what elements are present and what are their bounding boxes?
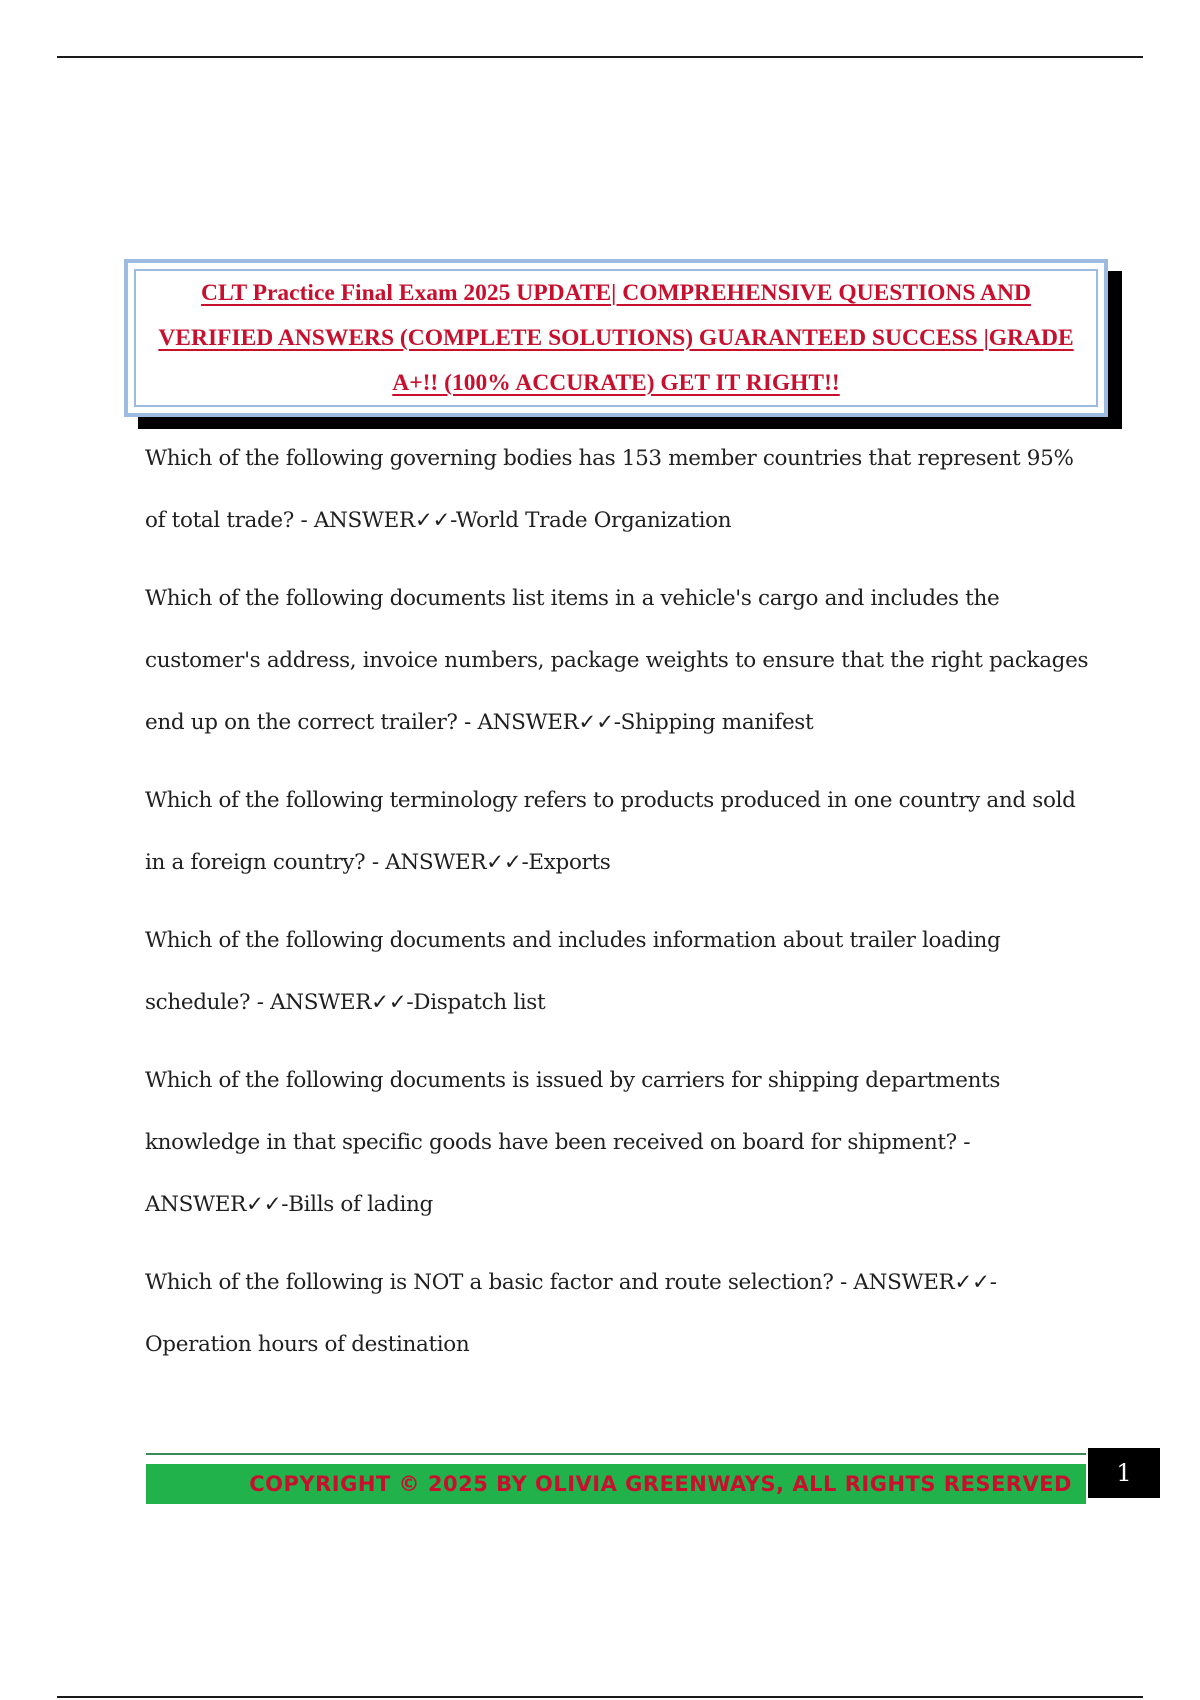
document-title: CLT Practice Final Exam 2025 UPDATE| COMPREHENSIVE QUESTIONS AND VERIFIED ANSWERS (COMPLETE SOLUTIONS) GUARANTEED SUCCESS |GRADE A+!! (100% ACCURATE) GET IT RIGHT!! [158, 279, 1074, 396]
qa-item-5: Which of the following documents is issued by carriers for shipping departments knowledge in that specific goods have been received on board for shipment? - ANSWER✓✓-Bills of lading [145, 1068, 1001, 1217]
page-number: 1 [1088, 1448, 1160, 1498]
qa-list [145, 428, 1095, 1392]
qa-item-3: Which of the following terminology refers to products produced in one country and sold in a foreign country? - ANSWER✓✓-Exports [145, 788, 1076, 875]
title-box [124, 259, 1108, 417]
top-rule [57, 56, 1143, 58]
title-block [124, 259, 1108, 417]
qa-item-2: Which of the following documents list items in a vehicle's cargo and includes the customer's address, invoice numbers, package weights to ensure that the right packages end up on the correct trailer? - ANSWER✓✓-Shipping manifest [145, 586, 1089, 735]
copyright-text: COPYRIGHT © 2025 BY OLIVIA GREENWAYS, ALL RIGHTS RESERVED [249, 1472, 1072, 1496]
title-inner-frame [134, 269, 1098, 407]
footer-rule [146, 1453, 1086, 1455]
qa-item-4: Which of the following documents and includes information about trailer loading schedule? - ANSWER✓✓-Dispatch list [145, 928, 1001, 1015]
bottom-rule [57, 1696, 1143, 1698]
qa-item-1: Which of the following governing bodies has 153 member countries that represent 95% of total trade? - ANSWER✓✓-World Trade Organization [145, 446, 1074, 533]
qa-item-6: Which of the following is NOT a basic factor and route selection? - ANSWER✓✓-Operation hours of destination [145, 1270, 997, 1357]
footer-bar [146, 1464, 1086, 1504]
